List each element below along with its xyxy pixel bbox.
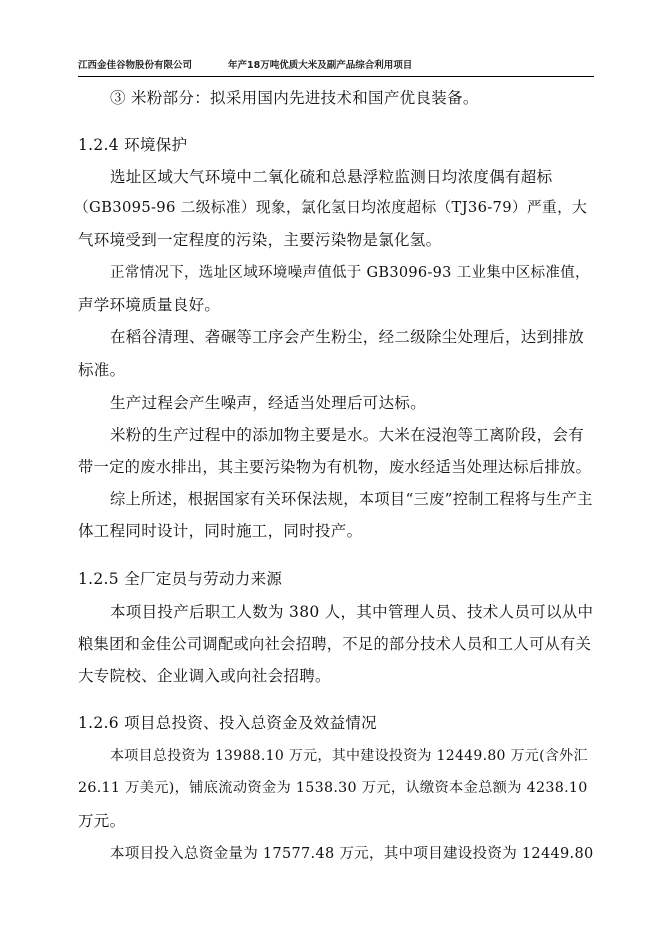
text-line: 粮集团和金佳公司调配或向社会招聘，不足的部分技术人员和工人可从有关 bbox=[78, 635, 592, 653]
section-heading-1-2-4: 1.2.4 环境保护 bbox=[78, 136, 188, 154]
text-line: （GB3095-96 二级标准）现象，氯化氢日均浓度超标（TJ36-79）严重，大 bbox=[74, 199, 588, 216]
text-line: 选址区域大气环境中二氧化硫和总悬浮粒监测日均浓度偶有超标 bbox=[110, 168, 553, 186]
header-divider bbox=[78, 76, 594, 77]
text-line: 本项目投入总资金量为 17577.48 万元，其中项目建设投资为 12449.80 bbox=[110, 846, 594, 862]
text-line: 大专院校、企业调入或向社会招聘。 bbox=[78, 667, 331, 685]
text-line: 生产过程会产生噪声，经适当处理后可达标。 bbox=[110, 394, 427, 412]
text-line: 26.11 万美元)，铺底流动资金为 1538.30 万元，认缴资本金总额为 4238.10 bbox=[78, 780, 588, 796]
text-line: ③ 米粉部分：拟采用国内先进技术和国产优良装备。 bbox=[110, 89, 479, 107]
text-line: 在稻谷清理、砻碾等工序会产生粉尘，经二级除尘处理后，达到排放 bbox=[110, 328, 585, 346]
text-line: 米粉的生产过程中的添加物主要是水。大米在浸泡等工离阶段，会有 bbox=[110, 426, 585, 444]
header-company: 江西金佳谷物股份有限公司 bbox=[78, 60, 193, 71]
text-line: 带一定的废水排出，其主要污染物为有机物，废水经适当处理达标后排放。 bbox=[78, 458, 592, 476]
text-line: 本项目投产后职工人数为 380 人，其中管理人员、技术人员可以从中 bbox=[110, 603, 594, 621]
text-line: 标准。 bbox=[78, 361, 126, 379]
text-line: 声学环境质量良好。 bbox=[78, 296, 221, 314]
text-line: 万元。 bbox=[78, 812, 126, 830]
text-line: 综上所述，根据国家有关环保法规，本项目“三废”控制工程将与生产主 bbox=[110, 490, 593, 508]
text-line: 气环境受到一定程度的污染，主要污染物是氯化氢。 bbox=[78, 231, 442, 249]
text-line: 本项目总投资为 13988.10 万元，其中建设投资为 12449.80 万元(含外汇 bbox=[110, 748, 588, 764]
header-project-title: 年产18万吨优质大米及副产品综合利用项目 bbox=[228, 60, 413, 71]
section-heading-1-2-6: 1.2.6 项目总投资、投入总资金及效益情况 bbox=[78, 714, 377, 732]
text-line: 体工程同时设计，同时施工，同时投产。 bbox=[78, 522, 363, 540]
section-heading-1-2-5: 1.2.5 全厂定员与劳动力来源 bbox=[78, 570, 283, 588]
text-line: 正常情况下，选址区域环境噪声值低于 GB3096-93 工业集中区标准值， bbox=[110, 265, 590, 281]
